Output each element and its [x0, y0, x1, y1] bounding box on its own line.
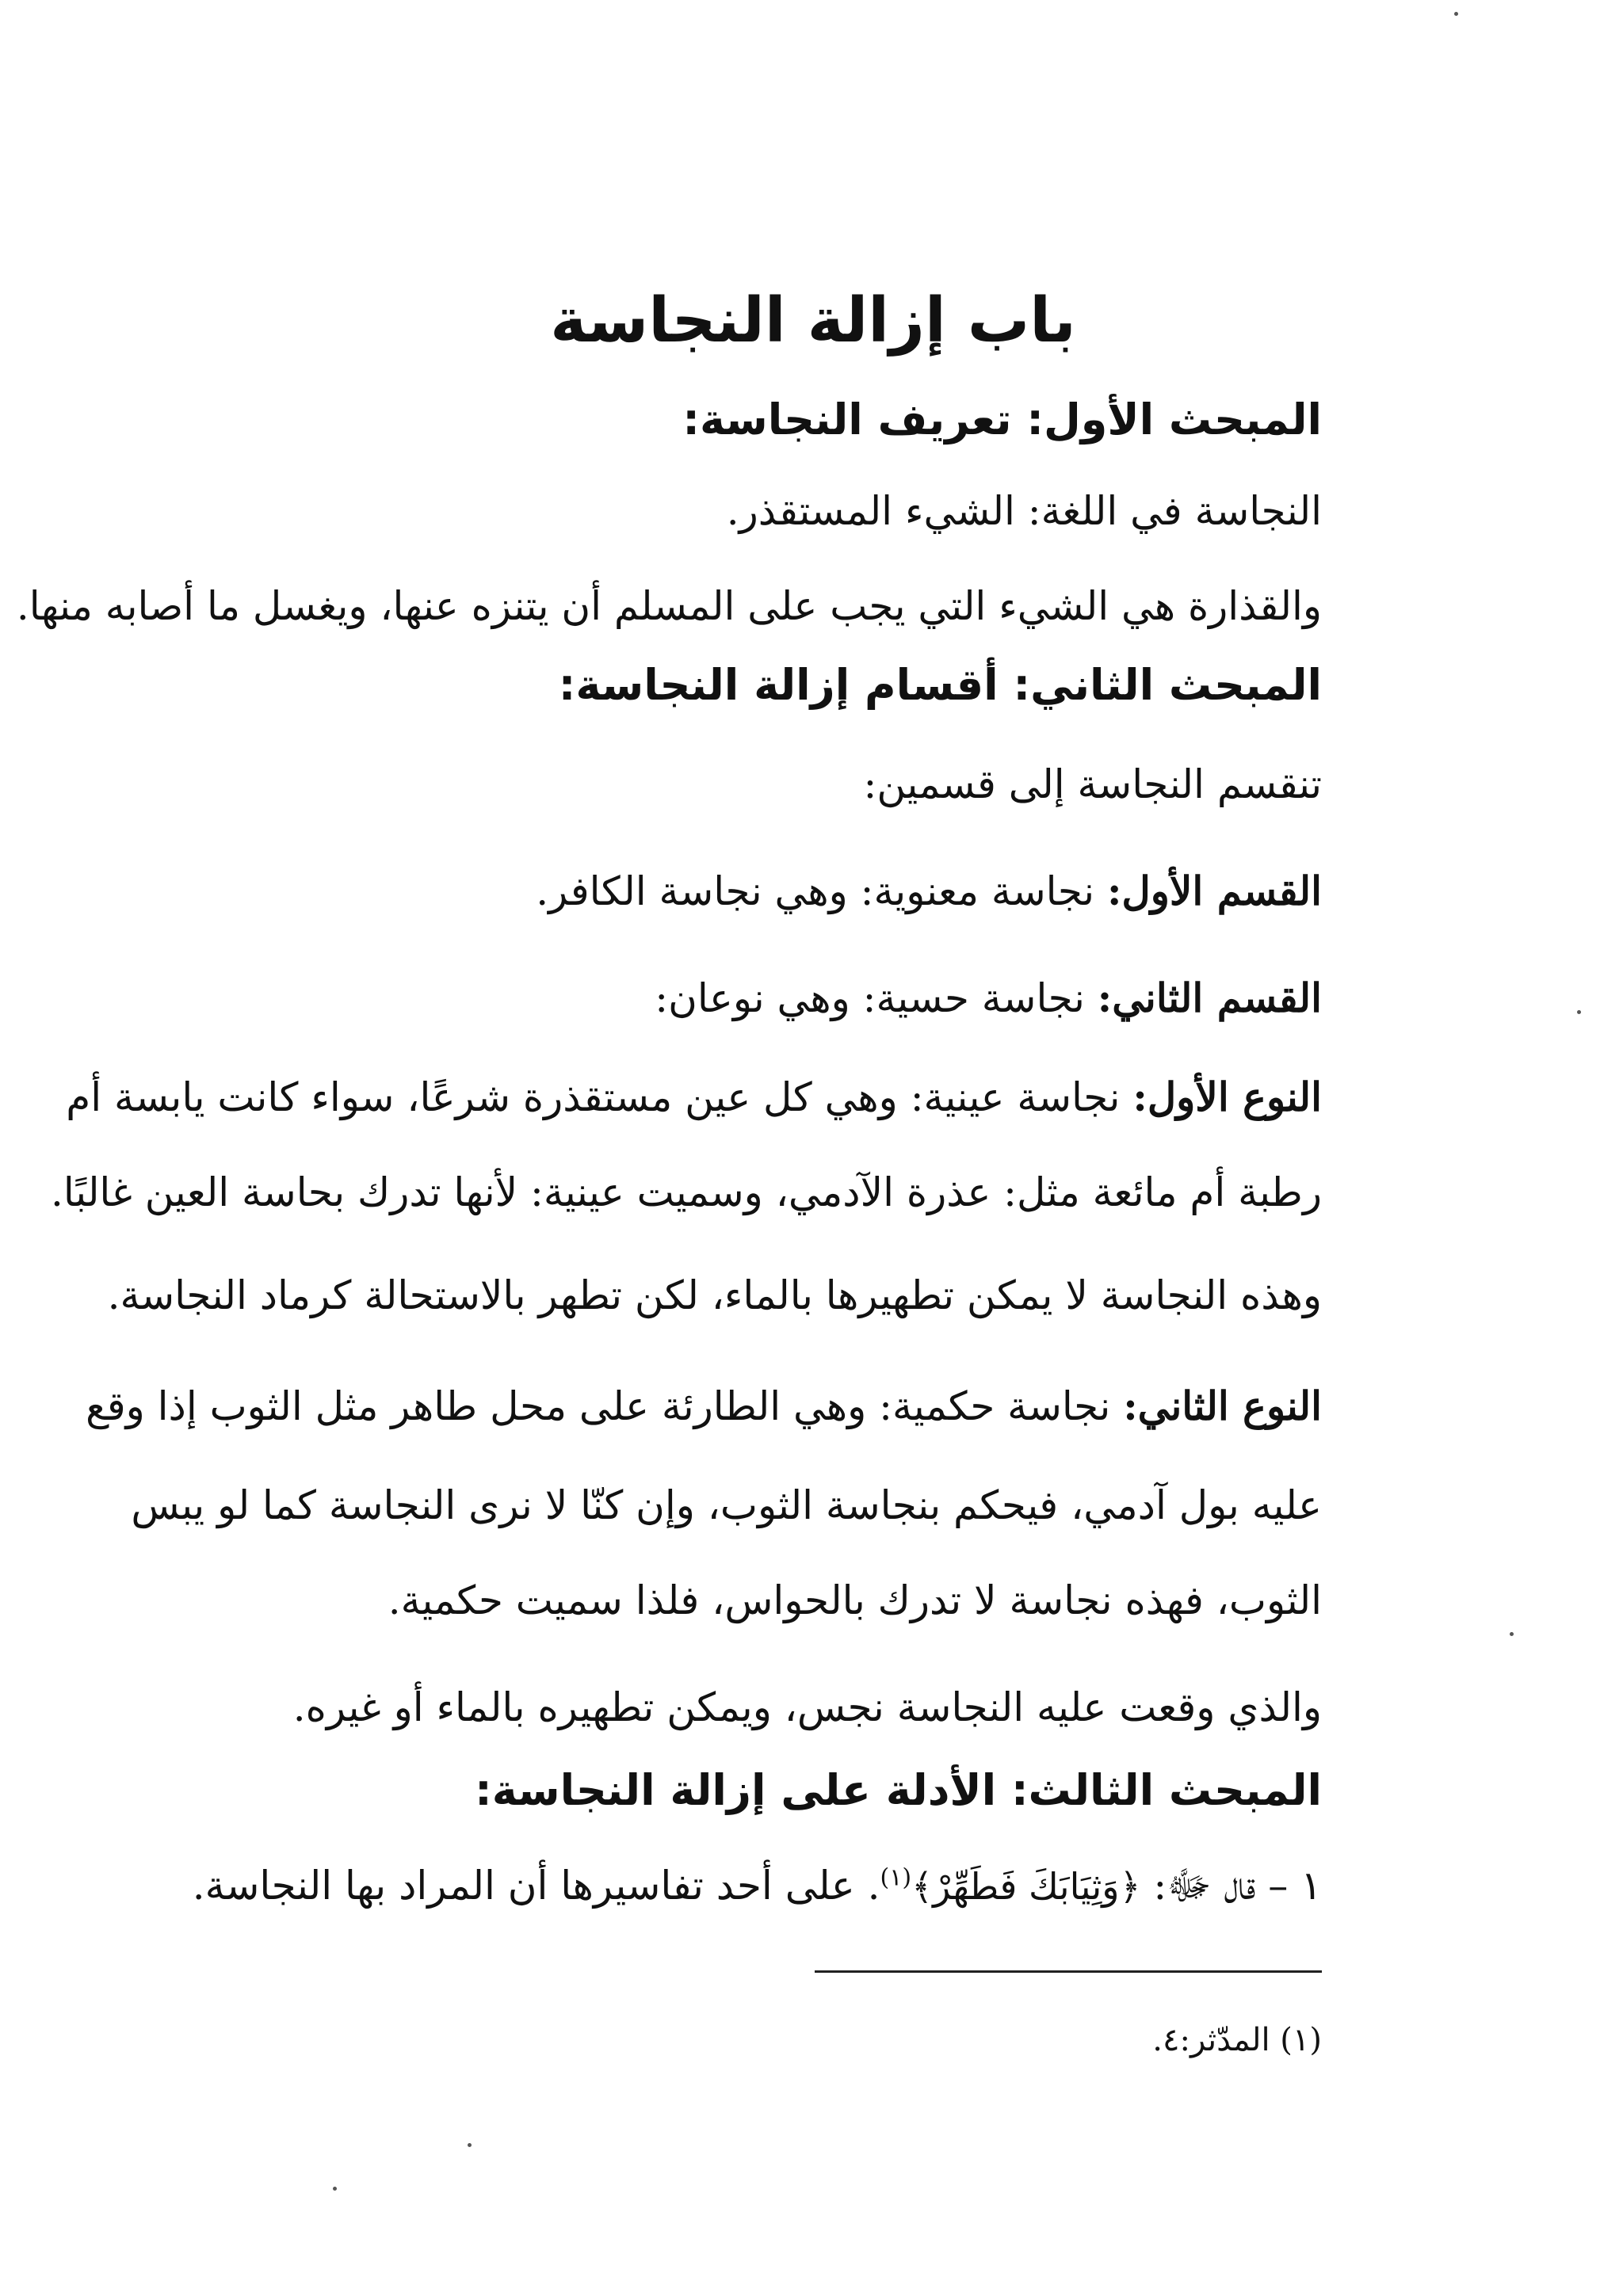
evidence-item-1	[155, 1858, 1322, 1914]
section1-line2: والقذارة هي الشيء التي يجب على المسلم أن يتنزه عنها، ويغسل ما أصابه منها.	[16, 583, 1322, 629]
part2-label: القسم الثاني:	[1097, 974, 1322, 1021]
part1-line	[155, 864, 1322, 919]
section2-heading: المبحث الثاني: أقسام إزالة النجاسة:	[558, 660, 1322, 710]
type1-label: النوع الأول:	[1132, 1074, 1322, 1120]
type2-line4: والذي وقعت عليه النجاسة نجس، ويمكن تطهيره بالماء أو غيره.	[292, 1684, 1322, 1730]
section1-heading: المبحث الأول: تعريف النجاسة:	[682, 395, 1322, 444]
type1-line1	[66, 1070, 1322, 1125]
type2-line1	[86, 1379, 1322, 1434]
section1-line1: النجاسة في اللغة: الشيء المستقذر.	[726, 488, 1322, 534]
scan-speck	[333, 2187, 337, 2191]
evidence-prefix: ١ – قال ﷻ:	[1153, 1863, 1322, 1909]
quran-verse: ﴿وَثِيَابَكَ فَطَهِّرْ﴾	[911, 1865, 1141, 1908]
footnote-ref: (١)	[880, 1863, 912, 1892]
scan-speck	[1577, 1010, 1581, 1014]
footnote-divider	[815, 1970, 1322, 1973]
scan-speck	[468, 2143, 472, 2147]
type2-label: النوع الثاني:	[1123, 1383, 1322, 1429]
type1-line3: وهذه النجاسة لا يمكن تطهيرها بالماء، لكن تطهر بالاستحالة كرماد النجاسة.	[107, 1272, 1322, 1318]
footnote: (١) المدّثر:٤.	[1152, 2022, 1322, 2058]
evidence-text: . على أحد تفاسيرها أن المراد بها النجاسة.	[192, 1863, 880, 1909]
type2-text-line1: نجاسة حكمية: وهي الطارئة على محل طاهر مثل الثوب إذا وقع	[86, 1383, 1111, 1429]
section3-heading: المبحث الثالث: الأدلة على إزالة النجاسة:	[475, 1765, 1322, 1815]
scan-speck	[1510, 1632, 1514, 1636]
type1-line2: رطبة أم مائعة مثل: عذرة الآدمي، وسميت عينية: لأنها تدرك بحاسة العين غالبًا.	[50, 1169, 1322, 1215]
part1-text: نجاسة معنوية: وهي نجاسة الكافر.	[536, 868, 1095, 914]
type2-line3: الثوب، فهذه نجاسة لا تدرك بالحواس، فلذا سميت حكمية.	[388, 1577, 1322, 1623]
part1-label: القسم الأول:	[1106, 868, 1322, 914]
type2-line2: عليه بول آدمي، فيحكم بنجاسة الثوب، وإن كنّا لا نرى النجاسة كما لو يبس	[131, 1482, 1322, 1528]
type1-text-line1: نجاسة عينية: وهي كل عين مستقذرة شرعًا، سواء كانت يابسة أم	[66, 1074, 1121, 1120]
part2-text: نجاسة حسية: وهي نوعان:	[655, 975, 1085, 1021]
scan-speck	[1454, 12, 1458, 16]
page-title: باب إزالة النجاسة	[550, 285, 1076, 357]
section2-intro: تنقسم النجاسة إلى قسمين:	[863, 761, 1322, 807]
part2-line	[155, 971, 1322, 1026]
